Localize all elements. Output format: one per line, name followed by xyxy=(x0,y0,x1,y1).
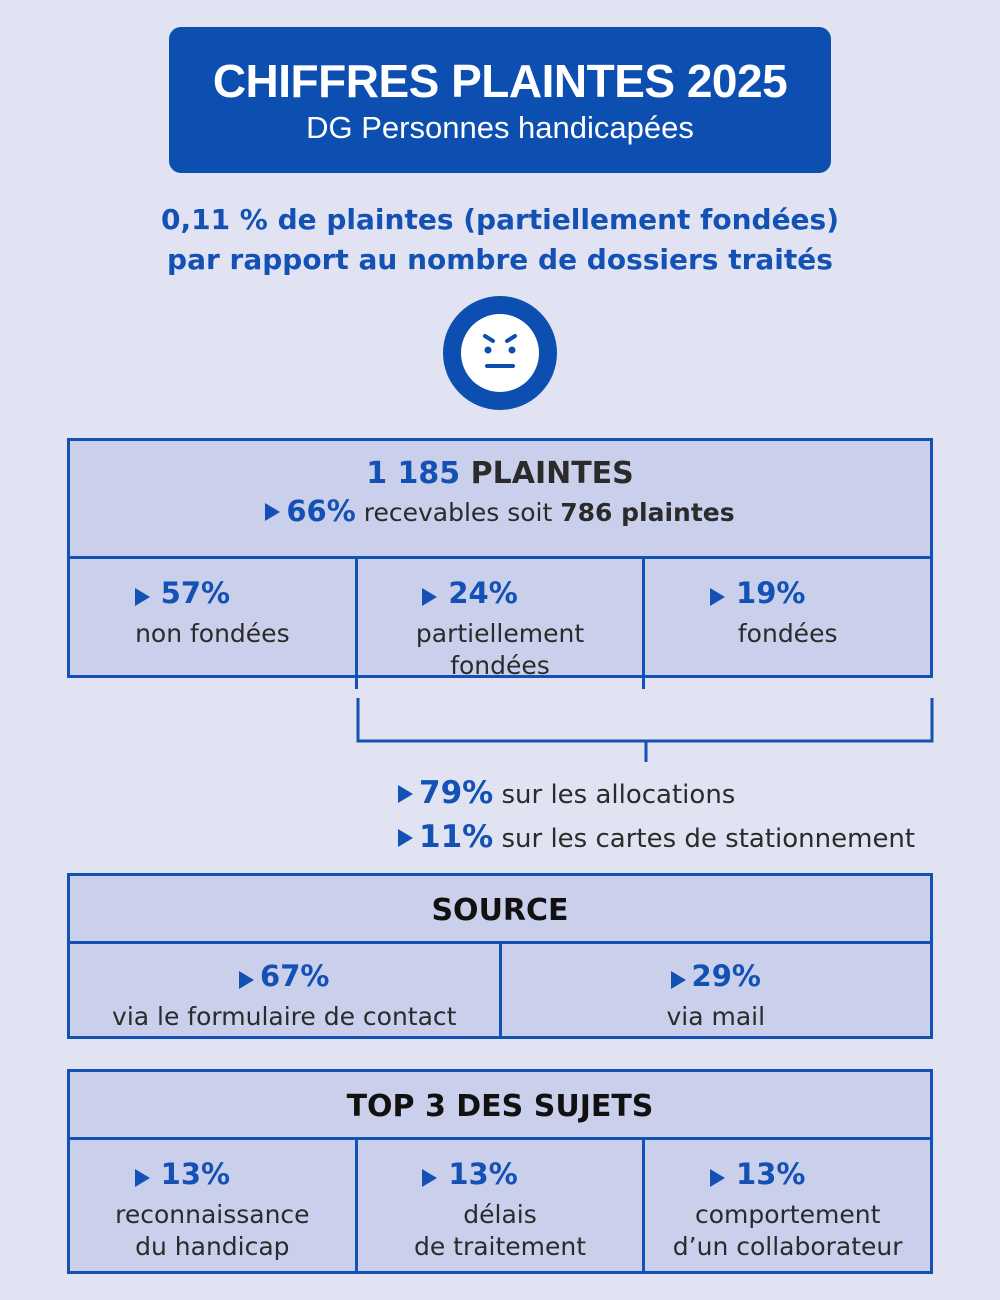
breakdown-pct: 24% xyxy=(448,576,518,610)
breakdown-cell xyxy=(645,559,930,689)
triangle-bullet-icon xyxy=(671,971,686,989)
top3-label: reconnaissance xyxy=(115,1200,310,1229)
top3-cell xyxy=(645,1140,930,1271)
source-pct: 67% xyxy=(260,959,330,993)
breakdown-pct: 19% xyxy=(736,576,806,610)
triangle-bullet-icon xyxy=(398,829,413,847)
admissible-text: recevables soit xyxy=(363,498,553,527)
breakdown-label: fondées xyxy=(450,651,550,680)
top3-pct: 13% xyxy=(160,1157,231,1191)
topic-bullet xyxy=(398,772,915,816)
breakdown-label: partiellement xyxy=(415,619,585,648)
header-banner xyxy=(169,27,831,173)
source-title: SOURCE xyxy=(70,876,930,944)
triangle-bullet-icon xyxy=(422,1169,437,1187)
top3-label: comportement xyxy=(694,1200,881,1229)
triangle-bullet-icon xyxy=(265,503,280,521)
complaints-total-label: PLAINTES xyxy=(470,456,634,491)
topic-pct: 79% xyxy=(419,775,494,811)
topic-bullets xyxy=(398,772,915,860)
top3-label: d’un collaborateur xyxy=(672,1232,903,1261)
source-label: via le formulaire de contact xyxy=(112,1002,457,1031)
triangle-bullet-icon xyxy=(135,588,150,606)
triangle-bullet-icon xyxy=(135,1169,150,1187)
complaints-box xyxy=(67,438,933,678)
complaints-summary xyxy=(70,455,930,559)
top3-row xyxy=(70,1140,930,1271)
key-stat xyxy=(0,200,1000,280)
topic-label: sur les cartes de stationnement xyxy=(501,824,916,854)
source-pct: 29% xyxy=(691,959,761,993)
source-cell xyxy=(70,944,502,1036)
bracket-connector xyxy=(355,698,935,764)
triangle-bullet-icon xyxy=(398,785,413,803)
breakdown-pct: 57% xyxy=(160,576,231,610)
admissible-count: 786 plaintes xyxy=(560,498,735,527)
top3-label: du handicap xyxy=(135,1232,290,1261)
breakdown-label: non fondées xyxy=(135,619,290,648)
key-stat-line1: 0,11 % de plaintes (partiellement fondées) xyxy=(160,203,840,236)
triangle-bullet-icon xyxy=(710,1169,725,1187)
source-row xyxy=(70,944,930,1036)
triangle-bullet-icon xyxy=(239,971,254,989)
source-label: via mail xyxy=(666,1002,766,1031)
complaints-breakdown xyxy=(70,559,930,689)
topic-label: sur les allocations xyxy=(501,780,736,810)
page-subtitle: DG Personnes handicapées xyxy=(306,110,694,145)
complaints-total-number: 1 185 xyxy=(366,456,461,491)
top3-title: TOP 3 DES SUJETS xyxy=(70,1072,930,1140)
top3-label: de traitement xyxy=(413,1232,587,1261)
source-cell xyxy=(502,944,931,1036)
angry-face-icon xyxy=(443,296,557,410)
breakdown-label: fondées xyxy=(737,619,838,648)
top3-box xyxy=(67,1069,933,1274)
topic-pct: 11% xyxy=(419,819,494,855)
triangle-bullet-icon xyxy=(710,588,725,606)
source-box xyxy=(67,873,933,1039)
triangle-bullet-icon xyxy=(422,588,437,606)
admissible-pct: 66% xyxy=(286,494,356,528)
top3-label: délais xyxy=(463,1200,537,1229)
key-stat-line2: par rapport au nombre de dossiers traités xyxy=(167,243,833,276)
top3-pct: 13% xyxy=(448,1157,518,1191)
top3-pct: 13% xyxy=(736,1157,806,1191)
page-title: CHIFFRES PLAINTES 2025 xyxy=(212,55,788,107)
topic-bullet xyxy=(398,816,915,860)
